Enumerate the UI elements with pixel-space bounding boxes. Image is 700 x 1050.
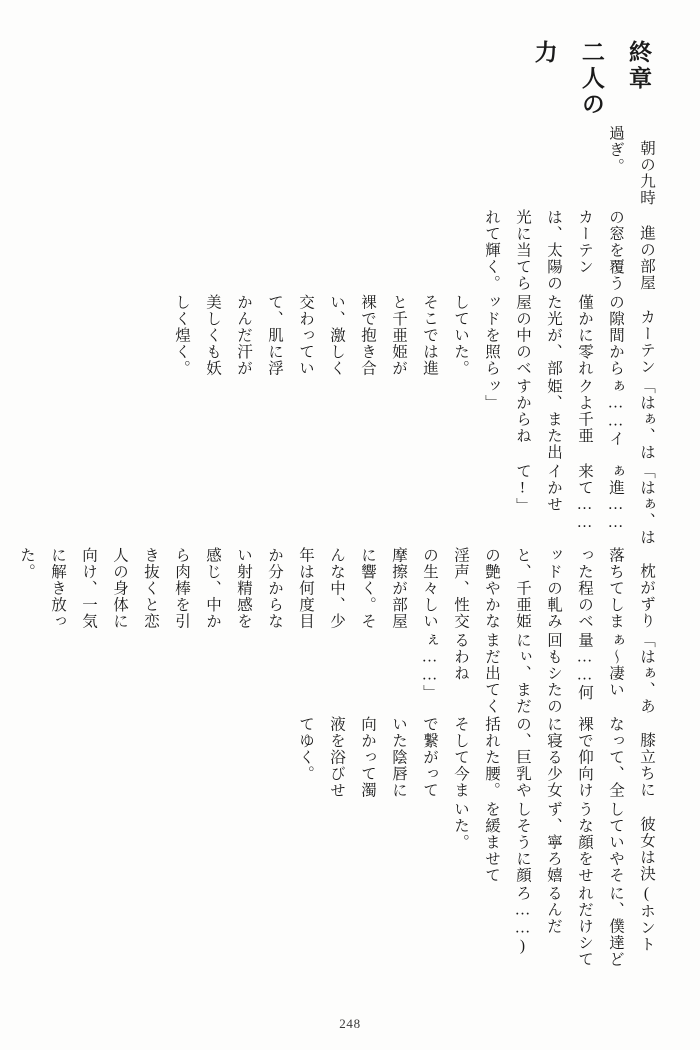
chapter-heading xyxy=(521,40,662,125)
paragraph: (ホントに、僕達どれだけシてるんだろ……) xyxy=(514,885,655,968)
paragraph: 膝立ちになって、全裸で仰向けに寝る少女の、巨乳や括れた腰。そして今まで繋がっていた陰唇に向かって濁液を浴びせてゆく。 xyxy=(297,716,655,799)
paragraph: 「はぁ、はぁ進……来て……イかせて!」 xyxy=(514,462,655,545)
paragraph: 枕がずり落ちてしまった程のベッドの軋みと、千亜姫の艶やかな淫声、性交の生々しい摩擦が部屋に響く。そんな中、少年は何度目か分からない射精感を感じ、中から肉棒を引き抜くと恋人の身体に向け、一気に解き放った。 xyxy=(18,547,655,630)
paragraph: 進の部屋の窓を覆うカーテンは、太陽の光に当てられて輝く。 xyxy=(483,209,655,292)
paragraph: 彼女は決していやそうな顔をせず、寧ろ嬉しそうに顔を緩ませていた。 xyxy=(452,800,655,884)
paragraph: カーテンの隙間から僅かに零れた光が、部屋の中のベッドを照らしていた。そこでは進と千亜姫が裸で抱き合い、激しく交わっていて、肌に浮かんだ汗が美しくも妖しく煌く。 xyxy=(173,293,655,376)
vertical-text-body xyxy=(18,40,662,970)
paragraph: 「はぁ、あぁ〜凄い量……何回もシたのにぃ、まだまだ出てくるわねぇ……」 xyxy=(421,631,655,714)
page-number: 248 xyxy=(339,1016,361,1031)
chapter-title-text: 二人の力 xyxy=(531,40,604,118)
paragraph: 朝の九時過ぎ。 xyxy=(607,124,655,206)
chapter-label: 終章 xyxy=(626,40,651,92)
paragraph: 「はぁ、はぁ……イクよ千亜姫、また出すからねッ」 xyxy=(483,378,655,461)
